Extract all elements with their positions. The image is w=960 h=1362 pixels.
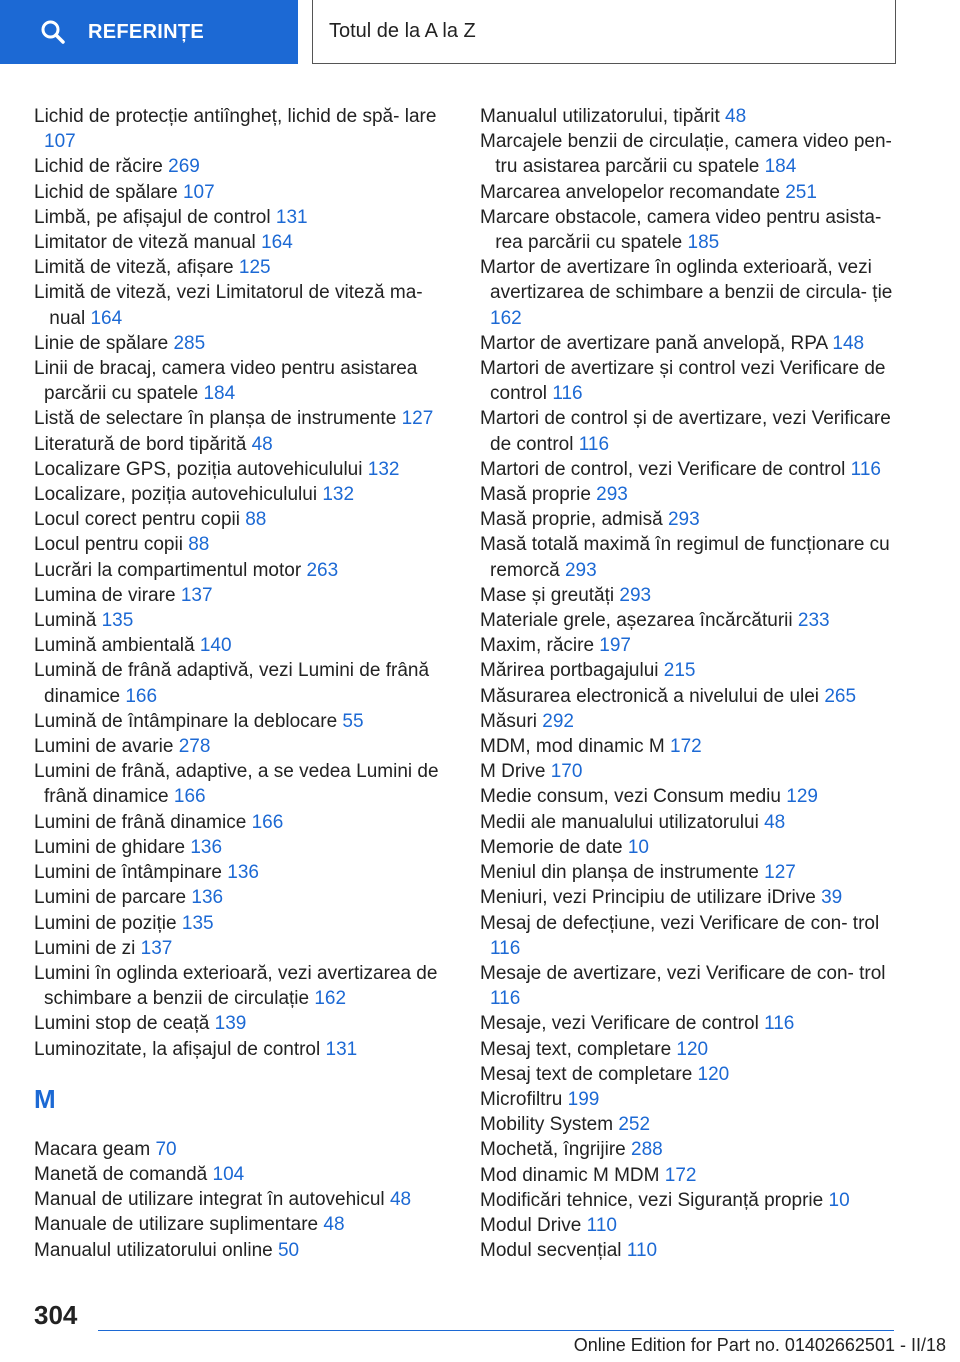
page-reference-link[interactable]: 116 xyxy=(490,988,521,1010)
index-entry-text: Mobility System xyxy=(480,1114,614,1136)
page-reference-link[interactable]: 263 xyxy=(306,559,339,581)
index-entry xyxy=(34,532,444,557)
index-entry-text: Macara geam xyxy=(34,1138,151,1160)
index-entry-text: Lumini de poziție xyxy=(34,912,177,934)
index-entry-text: Meniul din planșa de instrumente xyxy=(480,862,759,884)
index-entry xyxy=(480,709,900,734)
page-reference-link[interactable]: 164 xyxy=(261,232,293,254)
index-entry-text: Microfiltru xyxy=(480,1088,563,1110)
index-entry-text: M Drive xyxy=(480,761,546,783)
index-entry xyxy=(480,1238,900,1263)
index-entry-text: Martori de control, vezi Verificare de control xyxy=(480,458,846,480)
page-reference-link[interactable]: 184 xyxy=(203,383,236,405)
page-reference-link[interactable]: 140 xyxy=(199,635,232,657)
index-entry xyxy=(34,1212,444,1237)
index-entry-text: Locul pentru copii xyxy=(34,534,183,556)
page-reference-link[interactable]: 252 xyxy=(618,1114,651,1136)
page-reference-link[interactable]: 116 xyxy=(578,433,610,455)
index-entry-text: Modul secvențial xyxy=(480,1240,622,1262)
index-entry xyxy=(34,356,444,406)
index-entry xyxy=(34,180,444,205)
page-reference-link[interactable]: 88 xyxy=(245,509,267,531)
index-entry-text: Masă proprie, admisă xyxy=(480,509,663,531)
index-entry xyxy=(34,835,444,860)
page-reference-link[interactable]: 129 xyxy=(786,786,818,808)
page-reference-link[interactable]: 197 xyxy=(599,635,631,657)
index-entry xyxy=(34,810,444,835)
page-reference-link[interactable]: 185 xyxy=(687,232,720,254)
search-icon xyxy=(40,19,66,45)
index-entry xyxy=(480,1188,900,1213)
index-entry xyxy=(480,608,900,633)
index-entry-text: Mochetă, îngrijire xyxy=(480,1139,626,1161)
index-entry xyxy=(34,104,444,154)
index-entry xyxy=(480,1137,900,1162)
page-reference-link[interactable]: 39 xyxy=(821,887,843,909)
page-reference-link[interactable]: 293 xyxy=(596,484,628,506)
section-letter: M xyxy=(34,1083,56,1114)
page-reference-link[interactable]: 251 xyxy=(785,181,817,203)
index-entry xyxy=(480,810,900,835)
page-reference-link[interactable]: 131 xyxy=(325,1038,358,1060)
page-reference-link[interactable]: 265 xyxy=(824,685,857,707)
index-list-m-continued xyxy=(480,104,900,1263)
index-entry xyxy=(34,1137,444,1162)
index-entry xyxy=(480,961,900,1011)
index-entry xyxy=(34,154,444,179)
page-reference-link[interactable]: 288 xyxy=(631,1139,663,1161)
page-reference-link[interactable]: 166 xyxy=(125,685,158,707)
page-reference-link[interactable]: 120 xyxy=(676,1038,709,1060)
page-reference-link[interactable]: 172 xyxy=(670,736,702,758)
index-entry-text: Locul corect pentru copii xyxy=(34,509,240,531)
index-entry xyxy=(480,331,900,356)
page-reference-link[interactable]: 10 xyxy=(828,1189,850,1211)
index-entry xyxy=(480,759,900,784)
index-entry xyxy=(34,331,444,356)
page-reference-link[interactable]: 132 xyxy=(322,484,355,506)
page-reference-link[interactable]: 120 xyxy=(697,1063,730,1085)
page-reference-link[interactable]: 110 xyxy=(586,1214,617,1236)
index-entry xyxy=(34,482,444,507)
index-entry-text: Limită de viteză, afișare xyxy=(34,257,234,279)
page-reference-link[interactable]: 184 xyxy=(764,156,797,178)
index-entry-text: Linii de bracaj, camera video pentru asistarea parcării cu spatele xyxy=(34,358,418,405)
index-entry-text: Limitator de viteză manual xyxy=(34,232,256,254)
index-entry xyxy=(480,658,900,683)
page-reference-link[interactable]: 285 xyxy=(173,332,206,354)
index-entry xyxy=(480,633,900,658)
index-entry xyxy=(34,205,444,230)
index-entry-text: Lichid de spălare xyxy=(34,181,178,203)
page-reference-link[interactable]: 137 xyxy=(140,937,173,959)
index-entry-text: Lumini de întâmpinare xyxy=(34,862,222,884)
page-reference-link[interactable]: 278 xyxy=(178,736,211,758)
index-entry-text: Manual de utilizare integrat în autovehicul xyxy=(34,1189,385,1211)
index-entry xyxy=(34,860,444,885)
index-entry-text: Măsurarea electronică a nivelului de ulei xyxy=(480,685,820,707)
index-entry xyxy=(480,1087,900,1112)
page-reference-link[interactable]: 127 xyxy=(764,862,796,884)
page-reference-link[interactable]: 170 xyxy=(550,761,583,783)
index-entry xyxy=(34,658,444,708)
index-entry xyxy=(34,1037,444,1062)
index-entry-text: Medie consum, vezi Consum mediu xyxy=(480,786,781,808)
index-entry-text: Masă proprie xyxy=(480,484,591,506)
index-entry xyxy=(480,457,900,482)
page-reference-link[interactable]: 70 xyxy=(155,1138,177,1160)
references-tab[interactable] xyxy=(0,0,298,64)
index-entry-text: Manualul utilizatorului, tipărit xyxy=(480,106,720,127)
page-reference-link[interactable]: 215 xyxy=(663,660,696,682)
index-entry-text: Lumini de frână, adaptive, a se vedea Lumini de frână dinamice xyxy=(34,761,439,808)
index-entry-text: Martori de control și de avertizare, vezi Verificare de control xyxy=(480,408,891,455)
index-entry-text: Lumină xyxy=(34,610,97,632)
footer-edition-text: Online Edition for Part no. 01402662501 - II/18 xyxy=(573,1335,946,1355)
index-entry xyxy=(480,835,900,860)
index-list-m xyxy=(34,1137,444,1263)
index-entry-text: Masă totală maximă în regimul de funcționare cu remorcă xyxy=(480,534,890,581)
index-entry-text: Lumină ambientală xyxy=(34,635,195,657)
index-entry xyxy=(34,1238,444,1263)
page-reference-link[interactable]: 293 xyxy=(667,509,700,531)
index-entry-text: Localizare, poziția autovehiculului xyxy=(34,484,318,506)
page-reference-link[interactable]: 233 xyxy=(797,610,830,632)
index-entry xyxy=(34,734,444,759)
page-reference-link[interactable]: 50 xyxy=(277,1239,300,1261)
page-reference-link[interactable]: 107 xyxy=(44,131,76,153)
index-entry xyxy=(34,759,444,809)
index-entry xyxy=(34,457,444,482)
index-entry xyxy=(480,532,900,582)
page-reference-link[interactable]: 132 xyxy=(367,458,400,480)
page-reference-link[interactable]: 88 xyxy=(188,534,210,556)
index-entry-text: Manualul utilizatorului online xyxy=(34,1239,273,1261)
footer-divider xyxy=(98,1330,894,1331)
index-entry-text: Mărirea portbagajului xyxy=(480,660,659,682)
index-entry xyxy=(34,406,444,431)
page-reference-link[interactable]: 48 xyxy=(323,1214,345,1236)
index-entry xyxy=(480,684,900,709)
index-entry xyxy=(480,255,900,331)
page-reference-link[interactable]: 125 xyxy=(238,257,271,279)
index-entry-text: Marcarea anvelopelor recomandate xyxy=(480,181,780,203)
index-entry xyxy=(480,911,900,961)
index-entry-text: Marcajele benzii de circulație, camera video pen‐ tru asistarea parcării cu spatele xyxy=(480,131,892,178)
page-reference-link[interactable]: 116 xyxy=(850,458,881,480)
index-entry-text: Marcare obstacole, camera video pentru asista‐ rea parcării cu spatele xyxy=(480,206,882,254)
index-column-left xyxy=(34,104,444,1263)
index-entry xyxy=(34,936,444,961)
index-entry xyxy=(480,885,900,910)
index-entry xyxy=(480,784,900,809)
index-entry xyxy=(480,1062,900,1087)
index-entry xyxy=(34,507,444,532)
page-reference-link[interactable]: 48 xyxy=(251,433,273,455)
index-entry-text: Listă de selectare în planșa de instrumente xyxy=(34,408,397,430)
index-entry-text: Luminozitate, la afișajul de control xyxy=(34,1038,321,1060)
page-reference-link[interactable]: 172 xyxy=(664,1164,697,1186)
page-reference-link[interactable]: 135 xyxy=(181,912,214,934)
index-entry xyxy=(480,356,900,406)
index-entry-text: Mesaje, vezi Verificare de control xyxy=(480,1013,759,1035)
index-entry-text: Martor de avertizare pană anvelopă, RPA xyxy=(480,332,828,354)
index-entry-text: Localizare GPS, poziția autovehiculului xyxy=(34,458,363,480)
page-reference-link[interactable]: 107 xyxy=(182,181,215,203)
index-entry xyxy=(480,104,900,129)
index-entry-text: Literatură de bord tipărită xyxy=(34,433,247,455)
index-entry xyxy=(480,1112,900,1137)
page-reference-link[interactable]: 136 xyxy=(227,862,259,884)
index-entry xyxy=(34,255,444,280)
page-reference-link[interactable]: 292 xyxy=(542,710,574,732)
page-reference-link[interactable]: 136 xyxy=(191,887,224,909)
index-entry xyxy=(34,709,444,734)
index-entry xyxy=(480,1163,900,1188)
index-entry-text: Lumină de întâmpinare la deblocare xyxy=(34,710,338,732)
index-entry xyxy=(34,280,444,330)
index-entry-text: Linie de spălare xyxy=(34,332,169,354)
index-entry-text: Manuale de utilizare suplimentare xyxy=(34,1214,319,1236)
index-entry xyxy=(34,583,444,608)
index-entry-text: Martori de avertizare și control vezi Verificare de control xyxy=(480,358,886,405)
page-reference-link[interactable]: 293 xyxy=(564,559,597,581)
index-entry-text: Lucrări la compartimentul motor xyxy=(34,559,302,581)
index-entry xyxy=(480,1213,900,1238)
index-entry-text: Meniuri, vezi Principiu de utilizare iDrive xyxy=(480,887,816,909)
page-reference-link[interactable]: 137 xyxy=(180,584,213,606)
index-entry xyxy=(480,1037,900,1062)
index-column-right xyxy=(480,104,900,1263)
top-bar xyxy=(0,0,960,66)
index-entry xyxy=(480,860,900,885)
index-entry xyxy=(34,558,444,583)
page-reference-link[interactable]: 135 xyxy=(101,610,134,632)
index-entry-text: Mase și greutăți xyxy=(480,584,615,606)
index-entry-text: Lichid de răcire xyxy=(34,156,163,178)
index-entry xyxy=(480,1011,900,1036)
index-entry-text: Lumini de frână dinamice xyxy=(34,811,247,833)
page-reference-link[interactable]: 116 xyxy=(764,1013,795,1035)
page-number: 304 xyxy=(34,1300,78,1330)
index-entry-text: Mesaj text de completare xyxy=(480,1063,693,1085)
index-entry-text: Limită de viteză, vezi Limitatorul de viteză ma‐ nual xyxy=(34,282,423,329)
section-title-tab[interactable] xyxy=(312,0,896,64)
index-entry-text: Modul Drive xyxy=(480,1214,582,1236)
index-entry xyxy=(34,432,444,457)
page-reference-link[interactable]: 199 xyxy=(567,1088,600,1110)
index-entry-text: Mesaj text, completare xyxy=(480,1038,672,1060)
index-entry-text: Lumini de avarie xyxy=(34,736,174,758)
index-entry xyxy=(480,205,900,255)
index-entry-text: Memorie de date xyxy=(480,836,623,858)
index-entry xyxy=(34,230,444,255)
index-entry xyxy=(34,1187,444,1212)
page-reference-link[interactable]: 139 xyxy=(214,1013,247,1035)
index-entry xyxy=(34,885,444,910)
page-reference-link[interactable]: 55 xyxy=(342,710,364,732)
index-entry-text: Lumini stop de ceață xyxy=(34,1013,210,1035)
index-entry xyxy=(34,1011,444,1036)
index-entry-text: Mesaj de defecțiune, vezi Verificare de con‐ trol xyxy=(480,912,880,934)
index-entry xyxy=(34,633,444,658)
page-reference-link[interactable]: 48 xyxy=(725,106,747,127)
section-title: Totul de la A la Z xyxy=(329,20,476,42)
index-entry-text: Lumină de frână adaptivă, vezi Lumini de frână dinamice xyxy=(34,660,430,707)
index-entry xyxy=(480,482,900,507)
index-entry xyxy=(34,961,444,1011)
index-entry xyxy=(480,583,900,608)
index-entry-text: Lumina de virare xyxy=(34,584,176,606)
index-entry-text: Lichid de protecție antiîngheț, lichid de spă‐ lare xyxy=(34,106,437,127)
index-entry xyxy=(34,911,444,936)
page-reference-link[interactable]: 110 xyxy=(626,1240,658,1262)
page-reference-link[interactable]: 269 xyxy=(168,156,200,178)
index-entry xyxy=(34,1162,444,1187)
index-entry-text: Lumini în oglinda exterioară, vezi avertizarea de schimbare a benzii de circulație xyxy=(34,962,438,1010)
index-entry-text: Maxim, răcire xyxy=(480,635,595,657)
page-reference-link[interactable]: 116 xyxy=(490,937,521,959)
page-reference-link[interactable]: 148 xyxy=(832,332,865,354)
page-reference-link[interactable]: 10 xyxy=(627,836,649,858)
page-reference-link[interactable]: 104 xyxy=(212,1163,245,1185)
index-entry-text: Măsuri xyxy=(480,710,538,732)
index-entry-text: Lumini de parcare xyxy=(34,887,187,909)
page-reference-link[interactable]: 136 xyxy=(190,836,223,858)
index-entry-text: Martor de avertizare în oglinda exterioară, vezi avertizarea de schimbare a benzii de circula‐ ție xyxy=(480,257,893,304)
references-label: REFERINȚE xyxy=(88,20,205,43)
index-entry-text: Modificări tehnice, vezi Siguranță proprie xyxy=(480,1189,824,1211)
page-reference-link[interactable]: 162 xyxy=(314,988,347,1010)
page-reference-link[interactable]: 48 xyxy=(389,1189,412,1211)
page-reference-link[interactable]: 127 xyxy=(401,408,434,430)
page-reference-link[interactable]: 293 xyxy=(619,584,652,606)
page-reference-link[interactable]: 164 xyxy=(90,307,123,329)
index-entry-text: Medii ale manualului utilizatorului xyxy=(480,811,759,833)
page-reference-link[interactable]: 116 xyxy=(552,383,583,405)
page-reference-link[interactable]: 131 xyxy=(275,206,308,228)
index-entry-text: Materiale grele, așezarea încărcăturii xyxy=(480,610,793,632)
index-entry xyxy=(34,608,444,633)
index-entry-text: Lumini de ghidare xyxy=(34,836,186,858)
index-entry xyxy=(480,734,900,759)
index-entry-text: MDM, mod dinamic M xyxy=(480,736,665,758)
index-entry-text: Mod dinamic M MDM xyxy=(480,1164,660,1186)
index-list-l xyxy=(34,104,444,1062)
page-reference-link[interactable]: 162 xyxy=(490,307,522,329)
page-reference-link[interactable]: 48 xyxy=(764,811,786,833)
index-entry-text: Limbă, pe afișajul de control xyxy=(34,206,271,228)
index-entry-text: Manetă de comandă xyxy=(34,1163,208,1185)
index-entry xyxy=(480,406,900,456)
page-reference-link[interactable]: 166 xyxy=(173,786,206,808)
page-reference-link[interactable]: 166 xyxy=(251,811,284,833)
index-entry xyxy=(480,129,900,179)
index-entry-text: Lumini de zi xyxy=(34,937,136,959)
index-entry-text: Mesaje de avertizare, vezi Verificare de con‐ trol xyxy=(480,962,886,984)
index-entry xyxy=(480,507,900,532)
index-entry xyxy=(480,180,900,205)
